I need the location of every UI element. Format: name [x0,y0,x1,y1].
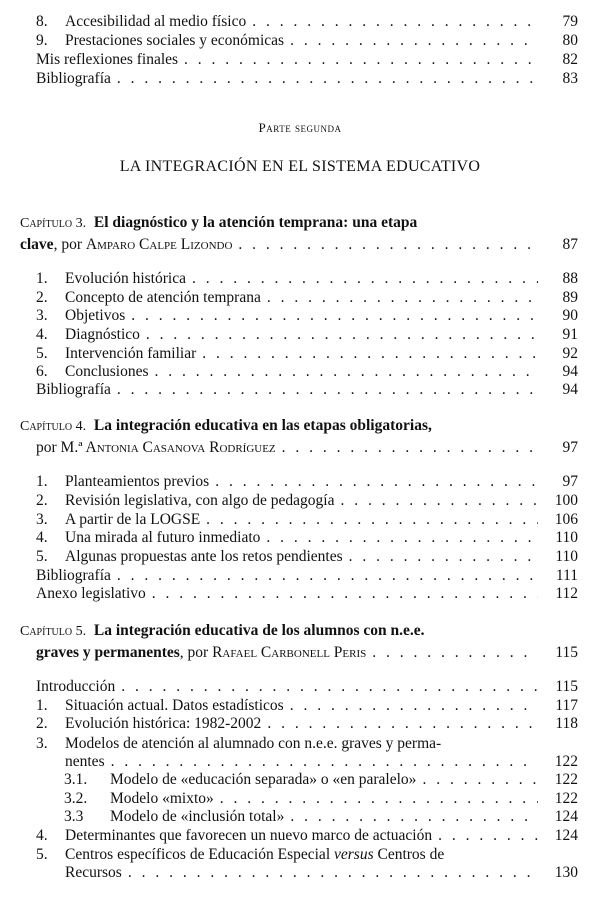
toc-entry [36,677,578,696]
chapter-title: La integración educativa de los alumnos con n.e.e. [93,622,425,639]
entry-page: 110 [555,529,578,546]
leader-dots [267,288,538,307]
entry-title-part: Centros de [377,846,445,863]
leader-dots [131,306,538,325]
entry-page: 94 [562,381,578,398]
entry-title: Modelo de «inclusión total» [110,808,285,825]
entry-page: 111 [555,567,578,584]
entry-number: 5. [36,846,48,863]
leader-dots [349,547,538,566]
chapter-author: M.ª Antonia Casanova Rodríguez [60,439,276,456]
entry-number: 3. [36,735,48,752]
toc-entry-cont [65,863,578,882]
entry-title: Prestaciones sociales y económicas [65,32,285,49]
toc-entry [36,491,578,510]
leader-dots [267,714,538,733]
entry-page: 94 [562,363,578,380]
toc-entry [36,510,578,529]
chapter-heading [20,415,578,458]
chapter-page: 97 [562,439,578,456]
leader-dots [117,566,538,585]
leader-dots [438,826,538,845]
entry-number: 3. [36,511,48,528]
leader-dots [128,863,538,882]
leader-dots [238,234,538,255]
entry-page: 118 [555,715,578,732]
chapter-author-prefix: por [36,439,57,456]
entry-title: Objetivos [65,307,126,324]
leader-dots [184,50,538,69]
toc-entry [36,269,578,288]
entry-number: 1. [36,697,48,714]
leader-dots [155,362,538,381]
entry-title [65,845,444,864]
leader-dots [340,491,538,510]
entry-title: Bibliografía [36,70,111,87]
toc-entry [36,734,578,753]
entry-page: 110 [555,548,578,565]
entry-number: 1. [36,270,48,287]
leader-dots [282,437,538,458]
toc-entry [36,325,578,344]
leader-dots [290,696,538,715]
entry-number: 5. [36,345,48,362]
toc-entry [36,69,578,88]
entry-number: 4. [36,326,48,343]
chapter-page: 115 [555,644,578,661]
entry-title-italic: versus [334,846,374,863]
entry-page: 124 [554,827,578,844]
entry-number: 9. [36,32,48,49]
leader-dots [372,642,538,663]
toc-entry [36,306,578,325]
entry-title: Bibliografía [36,567,111,584]
leader-dots [290,31,538,50]
entry-number: 4. [36,529,48,546]
entry-number: 4. [36,827,48,844]
entry-page: 89 [562,289,578,306]
entry-title: Anexo legislativo [36,585,146,602]
entry-title: Evolución histórica [65,270,186,287]
entry-number: 3. [36,307,48,324]
entry-page: 106 [554,511,578,528]
entry-number: 5. [36,548,48,565]
toc-entry [36,344,578,363]
entry-number: 6. [36,363,48,380]
entry-number: 3.2. [64,790,88,807]
entry-title: Evolución histórica: 1982-2002 [65,715,262,732]
chapter-heading [20,620,578,663]
entry-page: 122 [554,790,578,807]
entry-title: Revisión legislativa, con algo de pedagogía [65,492,335,509]
entry-title: Planteamientos previos [65,473,210,490]
leader-dots [252,12,538,31]
entry-number: 2. [36,289,48,306]
toc-entry [36,845,578,864]
entry-page: 91 [562,326,578,343]
entry-page: 100 [554,492,578,509]
part-title: LA INTEGRACIÓN EN EL SISTEMA EDUCATIVO [119,158,481,175]
chapter-label: Capítulo 4. [20,419,87,434]
entry-page: 83 [562,70,578,87]
chapter-author-prefix: , por [53,236,82,253]
entry-title: Determinantes que favorecen un nuevo marco de actuación [65,827,433,844]
entry-title: Una mirada al futuro inmediato [65,529,261,546]
leader-dots [192,269,538,288]
entry-title-part: Centros específicos de Educación Especial [65,846,331,863]
toc-entry [36,362,578,381]
chapter-heading [20,212,578,255]
chapter-title-cont: clave [20,236,54,253]
entry-number: 3.1. [64,771,88,788]
entry-number: 3.3 [64,808,84,825]
entry-page: 88 [562,270,578,287]
leader-dots [152,584,538,603]
leader-dots [206,510,538,529]
toc-entry [36,472,578,491]
chapter-author: Amparo Calpe Lizondo [85,236,233,253]
entry-title: Intervención familiar [65,345,197,362]
entry-title: Modelos de atención al alumnado con n.e.e. graves y perma- [65,735,442,752]
entry-title: Diagnóstico [65,326,140,343]
part-label: Parte segunda [258,120,342,135]
toc-entry [36,566,578,585]
chapter-author: Rafael Carbonell Peris [212,644,367,661]
entry-title: Concepto de atención temprana [65,289,261,306]
toc-entry [36,288,578,307]
entry-number: 1. [36,473,48,490]
entry-page: 122 [554,753,578,770]
entry-title: Introducción [36,678,116,695]
toc-entry [36,528,578,547]
entry-page: 97 [562,473,578,490]
toc-entry [36,12,578,31]
toc-entry [36,547,578,566]
entry-title: Situación actual. Datos estadísticos [65,697,284,714]
leader-dots [117,380,538,399]
entry-title-cont: Recursos [65,864,122,881]
chapter-label: Capítulo 5. [20,624,87,639]
leader-dots [111,752,538,771]
toc-entry [36,380,578,399]
entry-page: 117 [555,697,578,714]
entry-page: 115 [555,678,578,695]
toc-entry [36,826,578,845]
toc-subentry [64,807,578,826]
chapter-title-cont: graves y permanentes [36,644,180,661]
entry-number: 8. [36,13,48,30]
entry-page: 82 [562,51,578,68]
entry-title: Modelo «mixto» [110,790,214,807]
entry-page: 79 [562,13,578,30]
leader-dots [422,770,538,789]
chapter-title: El diagnóstico y la atención temprana: una etapa [93,214,418,231]
entry-number: 2. [36,492,48,509]
entry-page: 124 [554,808,578,825]
leader-dots [121,677,538,696]
entry-page: 122 [554,771,578,788]
chapter-title: La integración educativa en las etapas obligatorias, [93,417,432,434]
entry-title: Conclusiones [65,363,149,380]
toc-entry [36,31,578,50]
leader-dots [117,69,538,88]
leader-dots [220,789,538,808]
entry-title: A partir de la LOGSE [65,511,201,528]
toc-entry-cont [65,752,578,771]
entry-title: Accesibilidad al medio físico [65,13,247,30]
chapter-label: Capítulo 3. [20,216,87,231]
chapter-author-prefix: , por [179,644,209,661]
toc-subentry [64,789,578,808]
leader-dots [266,528,538,547]
toc-entry [36,50,578,69]
toc-entry [36,584,578,603]
toc-subentry [64,770,578,789]
entry-title: Mis reflexiones finales [36,51,179,68]
entry-number: 2. [36,715,48,732]
toc-entry [36,714,578,733]
entry-page: 112 [555,585,578,602]
leader-dots [146,325,538,344]
leader-dots [290,807,538,826]
entry-title: Modelo de «educación separada» o «en paralelo» [110,771,417,788]
entry-title-cont: nentes [65,753,105,770]
toc-entry [36,696,578,715]
entry-page: 130 [554,864,578,881]
leader-dots [202,344,538,363]
entry-page: 90 [562,307,578,324]
chapter-page: 87 [562,236,578,253]
entry-title: Bibliografía [36,381,111,398]
entry-title: Algunas propuestas ante los retos pendientes [65,548,343,565]
entry-page: 80 [562,32,578,49]
leader-dots [215,472,538,491]
entry-page: 92 [562,345,578,362]
